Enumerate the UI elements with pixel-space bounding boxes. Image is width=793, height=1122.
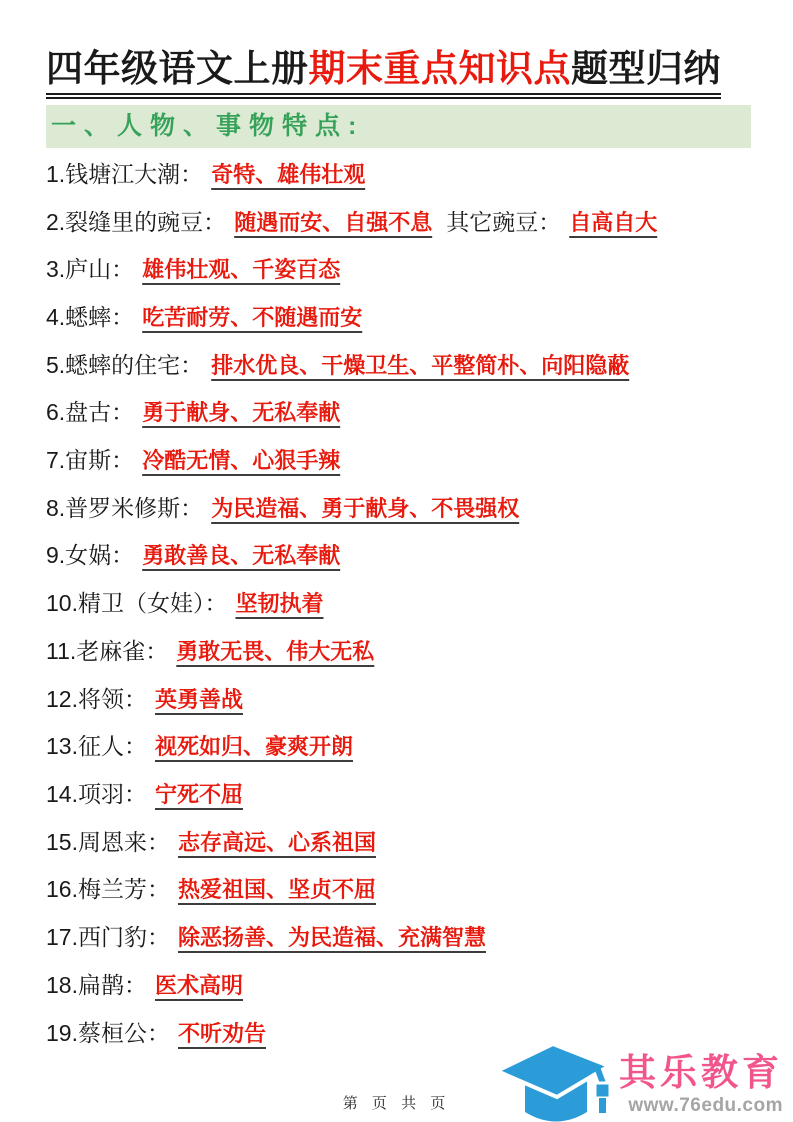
list-item <box>46 485 751 533</box>
item-value: 自高自大 <box>569 209 658 235</box>
item-label: 6.盘古： <box>46 399 135 426</box>
item-label: 4.蟋蟀： <box>46 303 135 330</box>
logo-text <box>619 1052 783 1122</box>
item-label: 7.宙斯： <box>46 447 135 474</box>
item-label: 2.裂缝里的豌豆： <box>46 208 227 235</box>
item-value: 宁死不屈 <box>154 781 243 807</box>
item-value: 为民造福、勇于献身、不畏强权 <box>211 495 520 521</box>
section-header: 一、人物、事物特点: <box>46 105 751 148</box>
list-item <box>46 199 751 247</box>
logo <box>495 1038 783 1122</box>
list-item <box>46 819 751 867</box>
item-label: 14.项羽： <box>46 780 147 807</box>
item-label: 13.征人： <box>46 733 147 760</box>
item-value: 热爱祖国、坚贞不屈 <box>177 877 376 903</box>
item-value: 雄伟壮观、千姿百态 <box>142 257 341 283</box>
item-label: 1.钱塘江大潮： <box>46 160 204 187</box>
item-value: 勇敢无畏、伟大无私 <box>176 638 375 664</box>
list-item <box>46 866 751 914</box>
item-label: 8.普罗米修斯： <box>46 494 204 521</box>
item-value: 除恶扬善、为民造福、充满智慧 <box>177 925 486 951</box>
item-value: 志存高远、心系祖国 <box>177 829 376 855</box>
item-label: 12.将领： <box>46 685 147 712</box>
title-part-highlight: 期末重点知识点 <box>308 48 571 89</box>
item-value: 排水优良、干燥卫生、平整简朴、向阳隐蔽 <box>211 352 630 378</box>
list-item <box>46 962 751 1010</box>
page-title <box>46 50 721 95</box>
item-label: 9.女娲： <box>46 542 135 569</box>
list-item <box>46 723 751 771</box>
item-value: 英勇善战 <box>154 686 243 712</box>
graduation-cap-icon <box>495 1038 615 1122</box>
list-item <box>46 342 751 390</box>
item-value: 冷酷无情、心狠手辣 <box>142 448 341 474</box>
footer-page-number: 第 页 共 页 <box>342 1095 451 1112</box>
item-label: 15.周恩来： <box>46 828 170 855</box>
list-item <box>46 676 751 724</box>
list-item <box>46 151 751 199</box>
item-label: 16.梅兰芳： <box>46 876 170 903</box>
item-label: 19.蔡桓公： <box>46 1019 170 1046</box>
item-label: 5.蟋蟀的住宅： <box>46 351 204 378</box>
item-label: 10.精卫（女娃）： <box>46 590 228 617</box>
item-list <box>46 151 751 1057</box>
item-value: 医术高明 <box>154 972 243 998</box>
list-item <box>46 246 751 294</box>
logo-brand-name: 其乐教育 <box>619 1052 783 1094</box>
title-part-left: 四年级语文上册 <box>46 48 309 89</box>
item-label: 3.庐山： <box>46 256 135 283</box>
list-item <box>46 580 751 628</box>
item-label: 11.老麻雀： <box>46 637 169 664</box>
item-value: 吃苦耐劳、不随遇而安 <box>142 304 363 330</box>
list-item <box>46 389 751 437</box>
item-label: 其它豌豆： <box>446 208 562 235</box>
list-item <box>46 771 751 819</box>
item-value: 勇敢善良、无私奉献 <box>142 543 341 569</box>
item-label: 18.扁鹊： <box>46 971 147 998</box>
item-value: 随遇而安、自强不息 <box>234 209 433 235</box>
item-value: 不听劝告 <box>177 1020 266 1046</box>
list-item <box>46 437 751 485</box>
item-value: 视死如归、豪爽开朗 <box>154 734 353 760</box>
list-item <box>46 532 751 580</box>
logo-website-url: www.76edu.com <box>628 1095 783 1116</box>
item-label: 17.西门豹： <box>46 924 170 951</box>
item-value: 坚韧执着 <box>235 591 324 617</box>
list-item <box>46 294 751 342</box>
list-item <box>46 914 751 962</box>
item-value: 奇特、雄伟壮观 <box>211 161 366 187</box>
list-item <box>46 628 751 676</box>
item-value: 勇于献身、无私奉献 <box>142 400 341 426</box>
title-part-right: 题型归纳 <box>571 48 721 89</box>
